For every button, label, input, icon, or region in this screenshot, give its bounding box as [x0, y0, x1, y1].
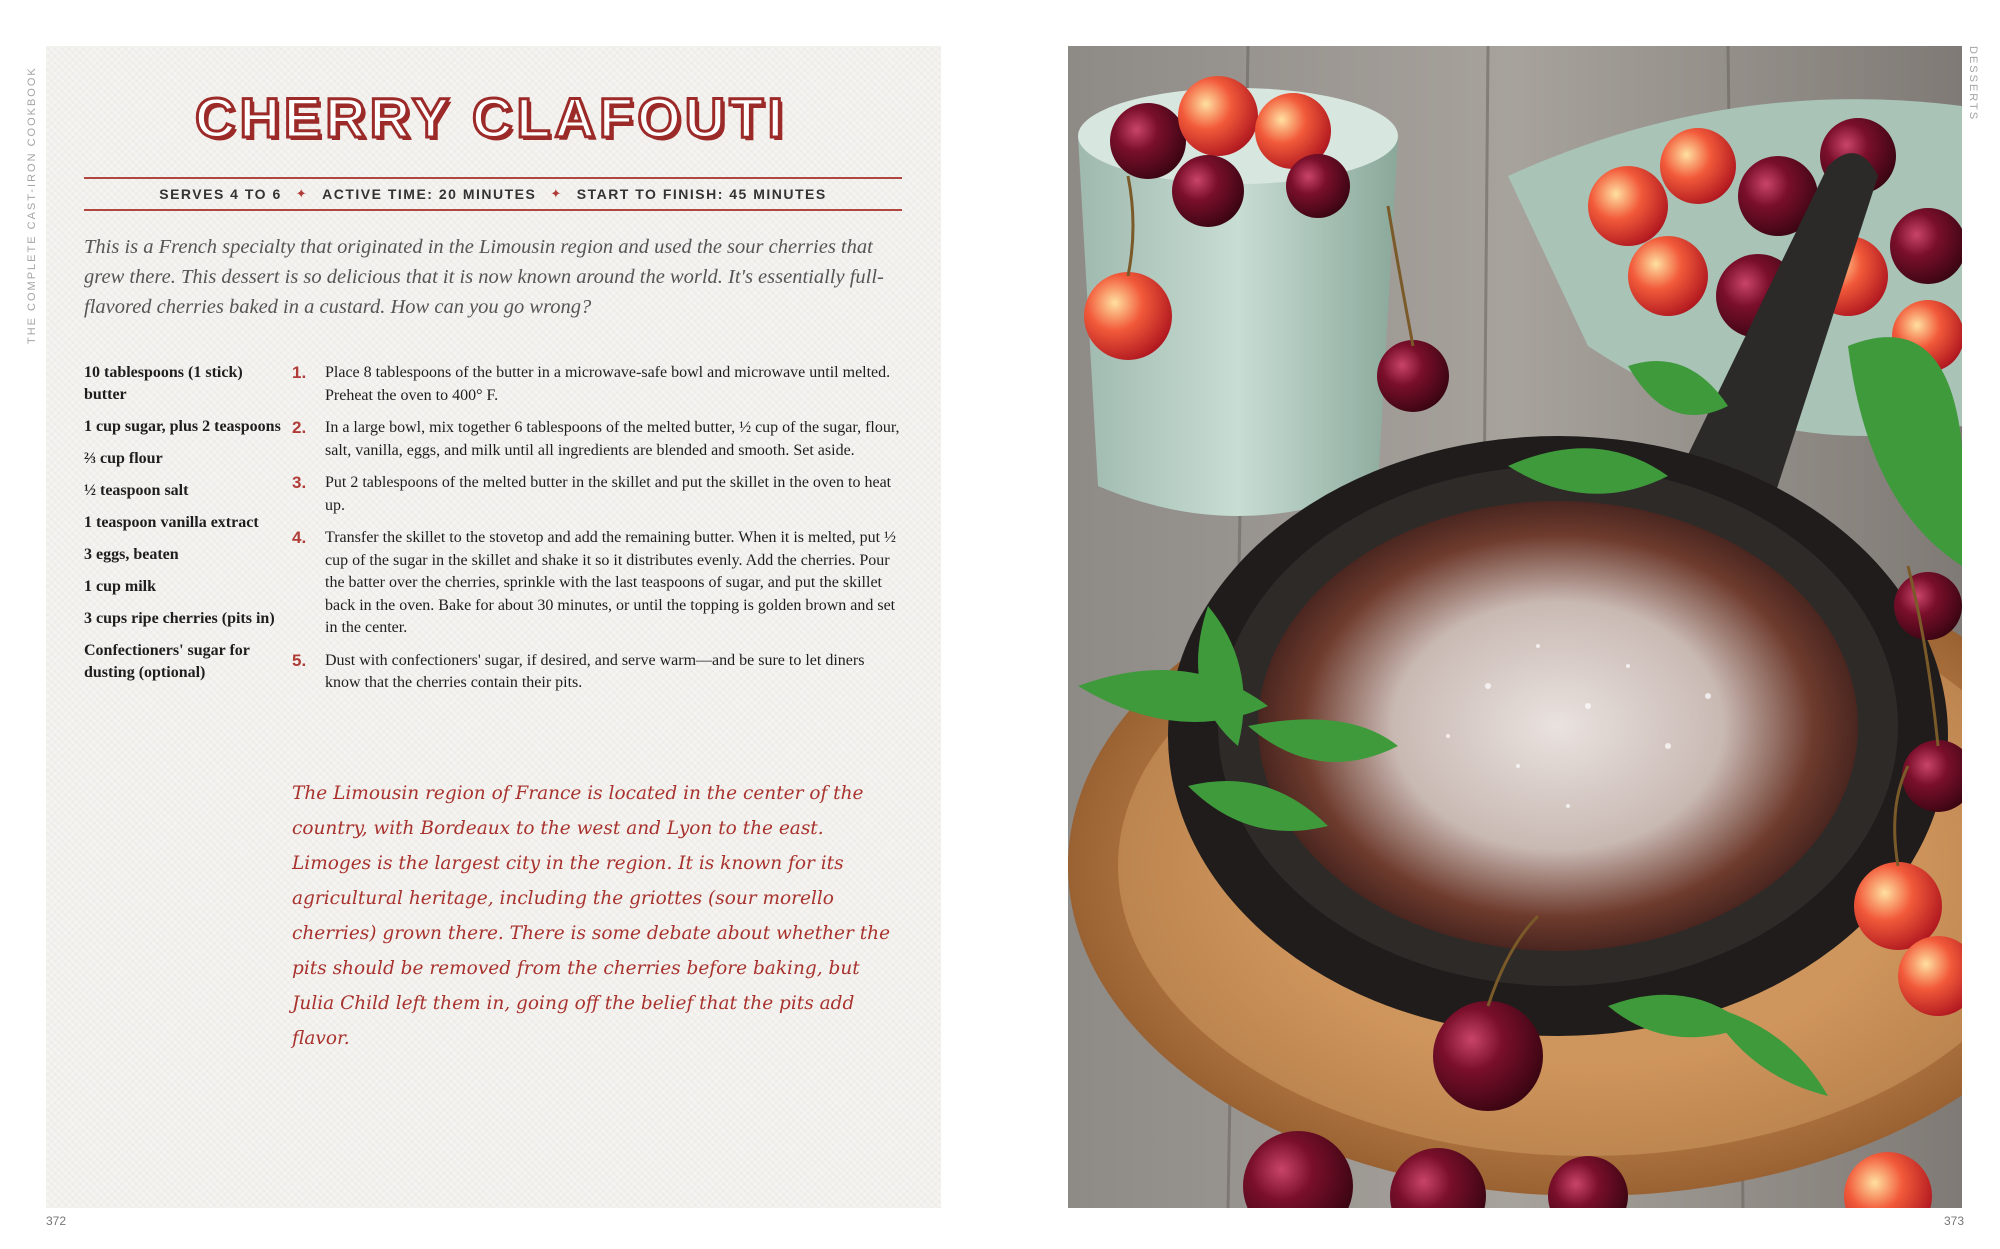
separator-icon: ✦ — [295, 186, 309, 201]
step-text: Place 8 tablespoons of the butter in a microwave-safe bowl and microwave until melted. Preheat the oven to 400° F. — [325, 364, 891, 404]
page-number-right: 373 — [1944, 1214, 1965, 1228]
ingredient-item: 1 cup sugar, plus 2 teaspoons — [84, 418, 281, 435]
step-number: 2. — [292, 418, 307, 437]
ingredient-item: 3 cups ripe cherries (pits in) — [84, 610, 275, 627]
serves-label: SERVES 4 TO 6 — [159, 186, 282, 202]
ingredient-item: ⅔ cup flour — [84, 450, 163, 467]
ingredient-item: 3 eggs, beaten — [84, 546, 179, 563]
ingredient-item: Confectioners' sugar for dusting (optional) — [84, 642, 250, 681]
recipe-title: CHERRY CLAFOUTI — [195, 86, 787, 149]
step-text: Dust with confectioners' sugar, if desired, and serve warm—and be sure to let diners know that the cherries contain their pits. — [325, 651, 865, 691]
recipe-intro: This is a French specialty that originated in the Limousin region and used the sour cherries that grew there. This dessert is so delicious that it is now known around the world. It's essentially full-flavored cherries baked in a custard. How can you go wrong? — [84, 236, 884, 318]
step-item — [292, 472, 902, 517]
ingredient-item: ½ teaspoon salt — [84, 482, 189, 499]
ingredient-item: 1 cup milk — [84, 578, 157, 595]
step-number: 3. — [292, 473, 307, 492]
separator-icon: ✦ — [550, 186, 563, 201]
step-item — [292, 527, 902, 640]
book-title-vertical: THE COMPLETE CAST-IRON COOKBOOK — [26, 66, 38, 344]
sidebar-note: The Limousin region of France is located in the center of the country, with Bordeaux to the west and Lyon to the east. Limoges is the largest city in the region. It is known for its agricultural heritage, including the griottes (sour morello cherries) grown there. There is some debate about whether the pits should be removed from the cherries before baking, but Julia Child left them in, going off the belief that the pits add flavor. — [292, 783, 891, 1049]
step-text: Put 2 tablespoons of the melted butter in the skillet and put the skillet in the oven to heat up. — [325, 474, 892, 514]
ingredient-item: 1 teaspoon vanilla extract — [84, 514, 259, 531]
section-title-vertical: DESSERTS — [1967, 46, 1979, 122]
recipe-meta-bar — [84, 177, 902, 211]
step-list — [292, 362, 902, 705]
step-number: 1. — [292, 363, 307, 382]
page-number-left: 372 — [46, 1214, 67, 1228]
active-time-label: ACTIVE TIME: 20 MINUTES — [322, 186, 537, 202]
ingredient-list — [84, 362, 284, 694]
step-item — [292, 417, 902, 462]
total-time-label: START TO FINISH: 45 MINUTES — [576, 186, 827, 202]
step-text: Transfer the skillet to the stovetop and add the remaining butter. When it is melted, put ½ cup of the sugar in the skillet and shake it so it distributes evenly. Add the cherries. Pour the batter over the cherries, sprinkle with the last teaspoons of sugar, and put the skillet back in the oven. Bake for about 30 minutes, or until the topping is golden brown and set in the center. — [325, 529, 897, 636]
step-number: 4. — [292, 528, 307, 547]
step-item — [292, 362, 902, 407]
clafouti-photo — [1068, 46, 1962, 1208]
step-item — [292, 650, 902, 695]
step-number: 5. — [292, 650, 307, 670]
step-text: In a large bowl, mix together 6 tablespoons of the melted butter, ½ cup of the sugar, flour, salt, vanilla, eggs, and milk until all ingredients are blended and smooth. Set aside. — [325, 419, 900, 459]
ingredient-item: 10 tablespoons (1 stick) butter — [84, 364, 243, 403]
